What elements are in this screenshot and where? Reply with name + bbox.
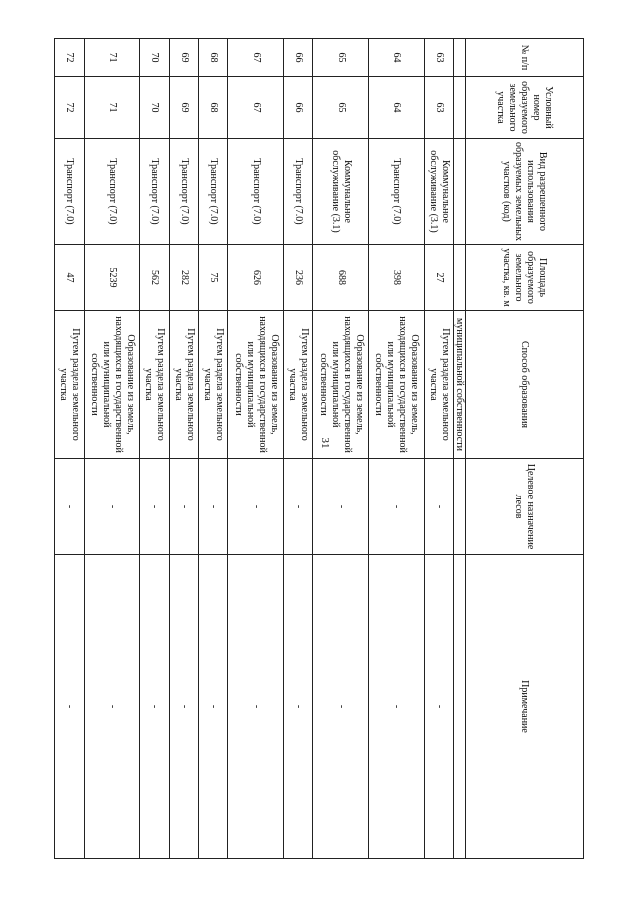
- cell-use: Транспорт (7.0): [169, 139, 198, 245]
- cell-area: 626: [228, 245, 284, 311]
- cell-forest: -: [313, 459, 369, 555]
- cell-forest: -: [368, 459, 424, 555]
- cell-plot: 68: [198, 77, 227, 139]
- table-row: [140, 39, 169, 859]
- cell-use: Транспорт (7.0): [198, 139, 227, 245]
- cell-use: Транспорт (7.0): [140, 139, 169, 245]
- land-plots-table: [54, 38, 584, 859]
- table-cell: [454, 459, 466, 555]
- cell-method: Путем раздела земельного участка: [169, 311, 198, 459]
- header-area: Площадь образуемого земельного участка, кв. м: [466, 245, 584, 311]
- continuation-text: муниципальной собственности: [454, 311, 466, 459]
- cell-note: -: [368, 555, 424, 859]
- cell-forest: -: [228, 459, 284, 555]
- table-row: [84, 39, 140, 859]
- cell-forest: -: [198, 459, 227, 555]
- cell-note: -: [424, 555, 453, 859]
- cell-use: Транспорт (7.0): [283, 139, 312, 245]
- cell-plot: 70: [140, 77, 169, 139]
- cell-forest: -: [283, 459, 312, 555]
- cell-note: -: [55, 555, 85, 859]
- cell-plot: 67: [228, 77, 284, 139]
- cell-plot: 63: [424, 77, 453, 139]
- table-cell: [454, 139, 466, 245]
- header-note: Примечание: [466, 555, 584, 859]
- cell-area: 236: [283, 245, 312, 311]
- table-row: [424, 39, 453, 859]
- table-cell: [454, 39, 466, 77]
- cell-area: 5239: [84, 245, 140, 311]
- header-permitted-use: Вид разрешенного использования образуемых земельных участков (код): [466, 139, 584, 245]
- cell-note: -: [198, 555, 227, 859]
- cell-no: 66: [283, 39, 312, 77]
- cell-use: Транспорт (7.0): [228, 139, 284, 245]
- cell-note: -: [283, 555, 312, 859]
- cell-area: 282: [169, 245, 198, 311]
- table-cell: [454, 245, 466, 311]
- cell-use: Транспорт (7.0): [84, 139, 140, 245]
- cell-plot: 65: [313, 77, 369, 139]
- cell-note: -: [228, 555, 284, 859]
- header-method: Способ образования: [466, 311, 584, 459]
- table-row: [368, 39, 424, 859]
- cell-area: 688: [313, 245, 369, 311]
- cell-note: -: [140, 555, 169, 859]
- cell-forest: -: [55, 459, 85, 555]
- cell-area: 47: [55, 245, 85, 311]
- table-row: [283, 39, 312, 859]
- header-no: № п/п: [466, 39, 584, 77]
- continuation-row: [454, 39, 466, 859]
- cell-forest: -: [169, 459, 198, 555]
- cell-plot: 64: [368, 77, 424, 139]
- page-number-text: 31: [319, 437, 331, 449]
- cell-note: -: [313, 555, 369, 859]
- cell-no: 67: [228, 39, 284, 77]
- cell-note: -: [84, 555, 140, 859]
- cell-no: 68: [198, 39, 227, 77]
- cell-no: 69: [169, 39, 198, 77]
- table-cell: [454, 555, 466, 859]
- cell-area: 75: [198, 245, 227, 311]
- header-plot-number: Условный номер образуемого земельного участка: [466, 77, 584, 139]
- table-row: [55, 39, 85, 859]
- cell-no: 65: [313, 39, 369, 77]
- cell-no: 64: [368, 39, 424, 77]
- cell-note: -: [169, 555, 198, 859]
- cell-area: 562: [140, 245, 169, 311]
- cell-use: Коммунальное обслуживание (3.1): [424, 139, 453, 245]
- cell-use: Транспорт (7.0): [55, 139, 85, 245]
- cell-method: Образование из земель, находящихся в государственной или муниципальной собственности: [313, 311, 369, 459]
- cell-no: 63: [424, 39, 453, 77]
- cell-area: 27: [424, 245, 453, 311]
- table-row: [198, 39, 227, 859]
- cell-no: 71: [84, 39, 140, 77]
- table-row: [169, 39, 198, 859]
- cell-plot: 69: [169, 77, 198, 139]
- rotated-table-wrapper: [54, 38, 584, 858]
- cell-method: Образование из земель, находящихся в государственной или муниципальной собственности: [228, 311, 284, 459]
- cell-forest: -: [84, 459, 140, 555]
- table-cell: [454, 77, 466, 139]
- cell-no: 70: [140, 39, 169, 77]
- cell-use: Транспорт (7.0): [368, 139, 424, 245]
- cell-method: Путем раздела земельного участка: [198, 311, 227, 459]
- table-row: [313, 39, 369, 859]
- cell-method: Путем раздела земельного участка: [55, 311, 85, 459]
- cell-method: Путем раздела земельного участка: [424, 311, 453, 459]
- cell-no: 72: [55, 39, 85, 77]
- cell-method: Путем раздела земельного участка: [283, 311, 312, 459]
- table-header-row: [466, 39, 584, 859]
- cell-method: Образование из земель, находящихся в государственной или муниципальной собственности: [84, 311, 140, 459]
- table-row: [228, 39, 284, 859]
- cell-plot: 66: [283, 77, 312, 139]
- cell-forest: -: [140, 459, 169, 555]
- cell-method: Путем раздела земельного участка: [140, 311, 169, 459]
- cell-plot: 71: [84, 77, 140, 139]
- cell-use: Коммунальное обслуживание (3.1): [313, 139, 369, 245]
- cell-method: Образование из земель, находящихся в государственной или муниципальной собственности: [368, 311, 424, 459]
- cell-forest: -: [424, 459, 453, 555]
- cell-area: 398: [368, 245, 424, 311]
- header-forest: Целевое назначение лесов: [466, 459, 584, 555]
- cell-plot: 72: [55, 77, 85, 139]
